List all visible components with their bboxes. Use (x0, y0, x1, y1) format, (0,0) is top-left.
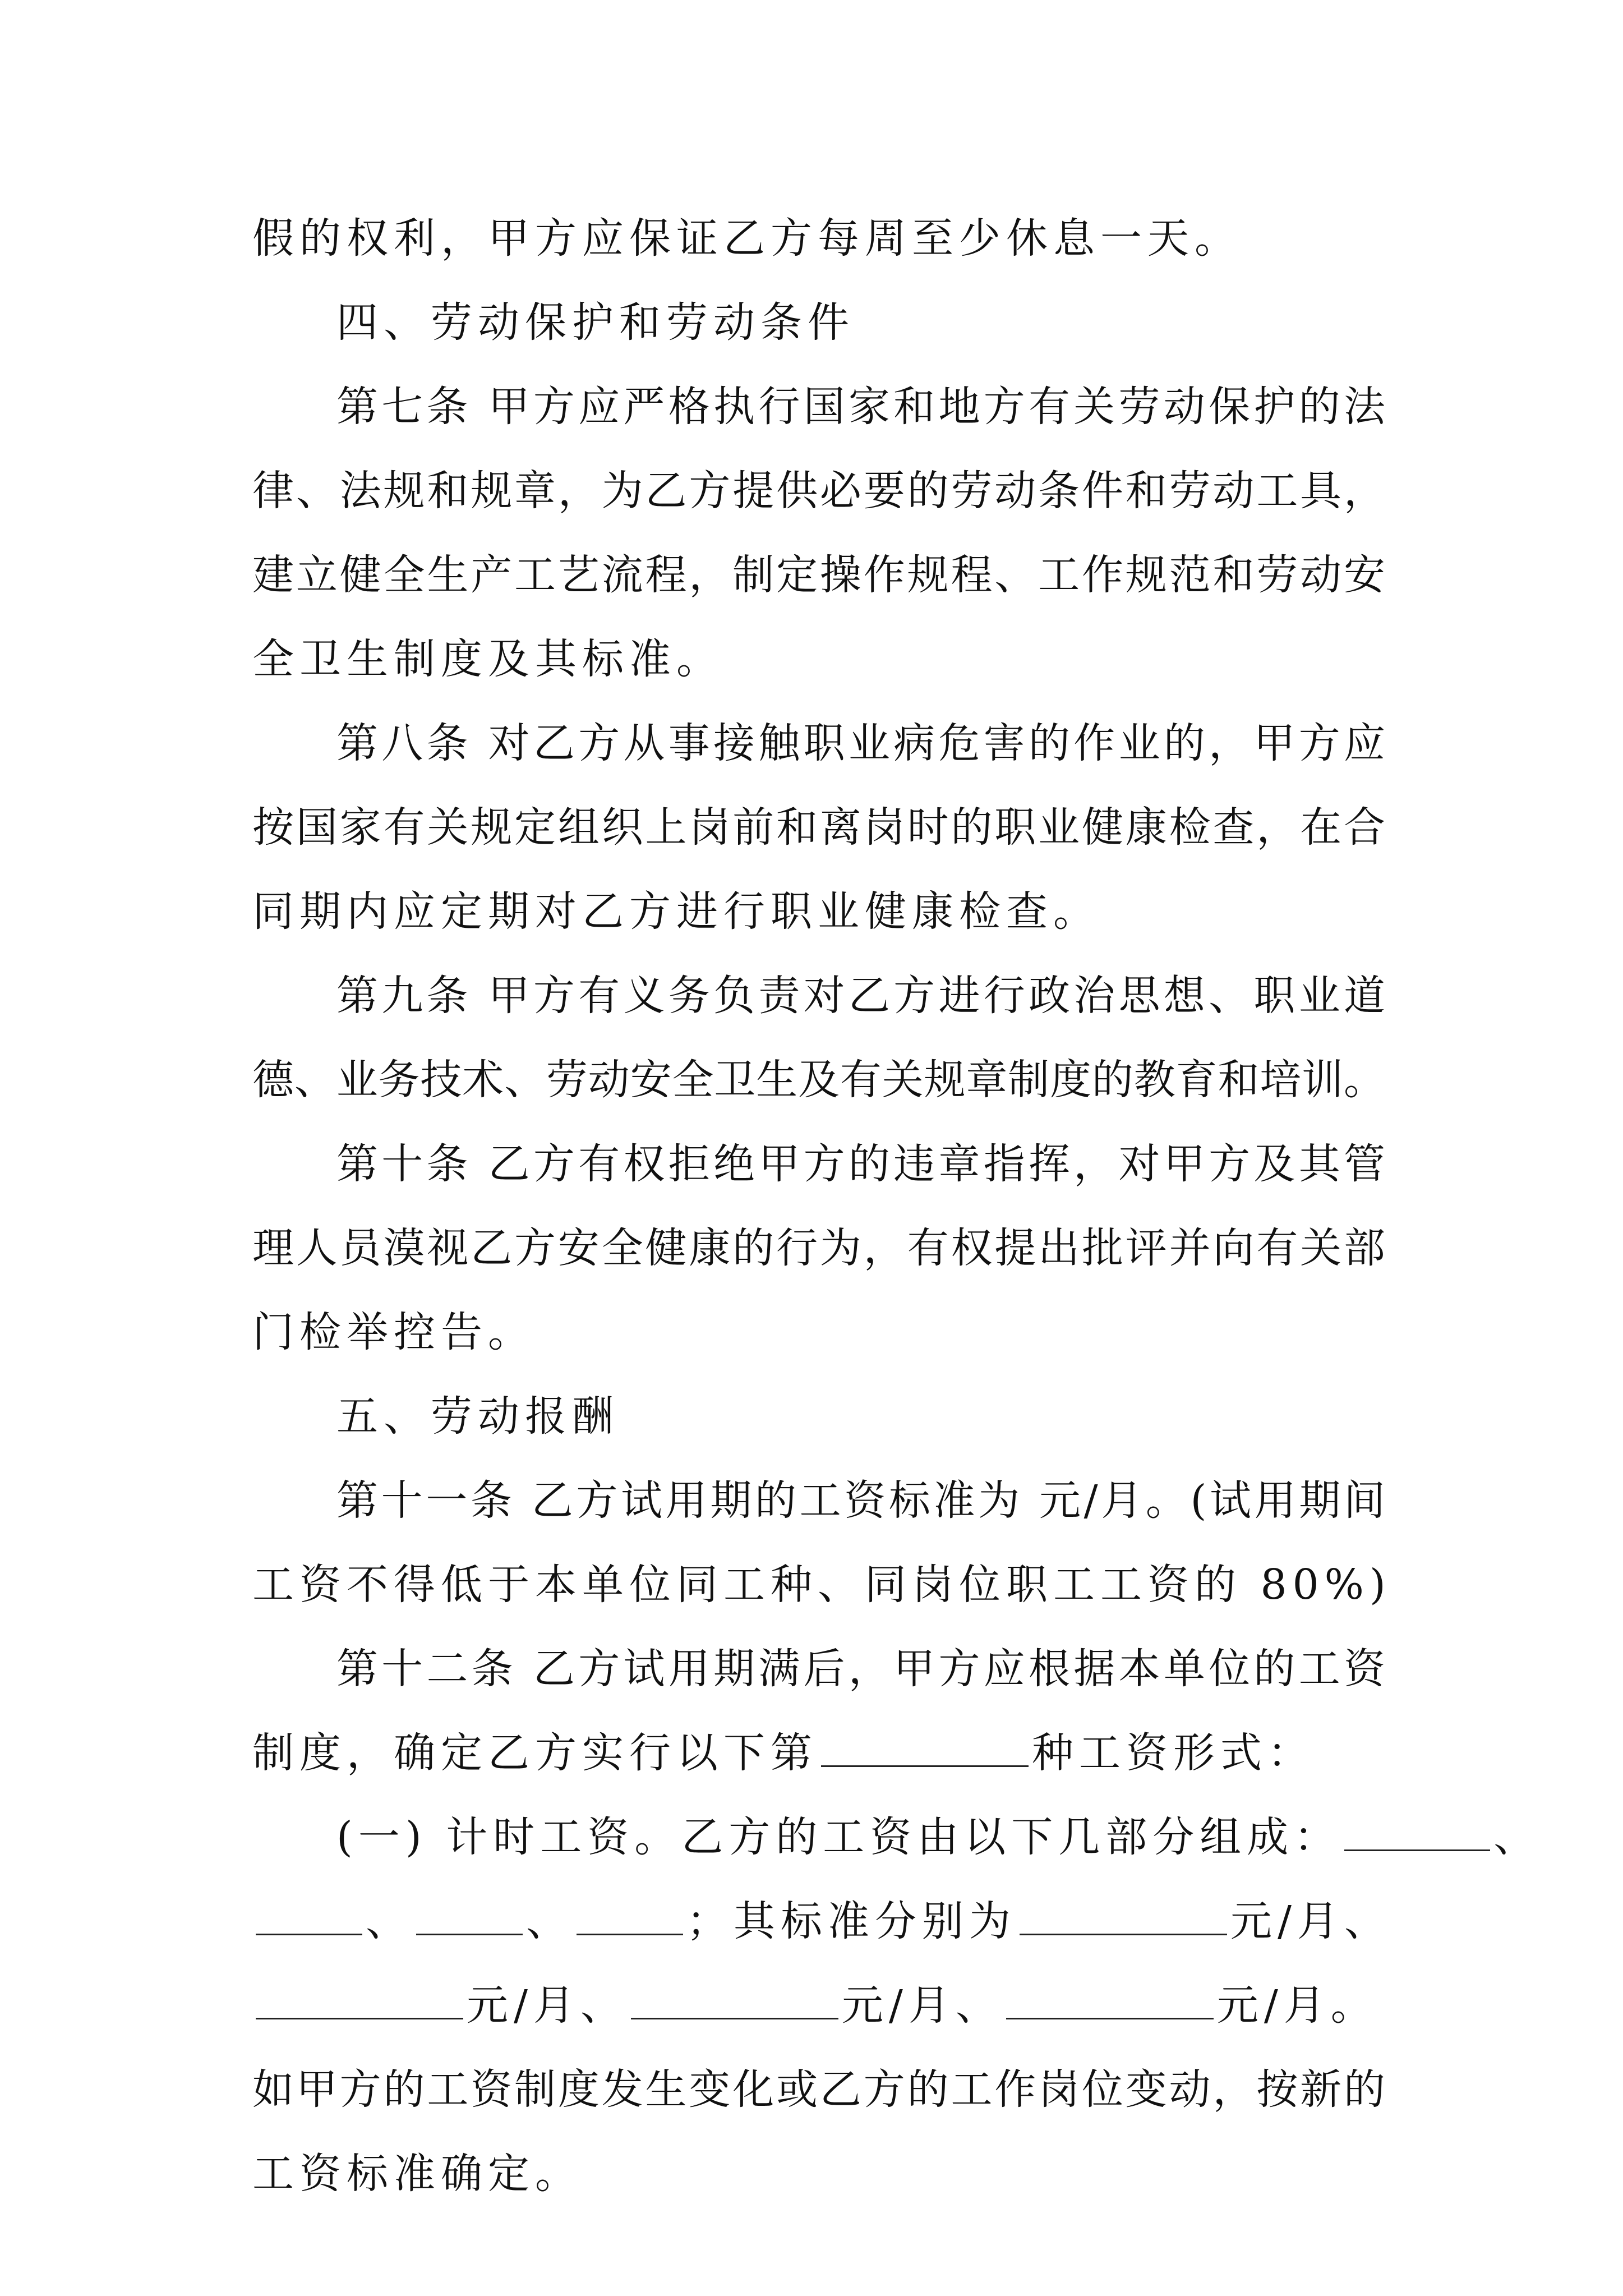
text-line: 工资标准确定。 (252, 2150, 582, 2198)
text-line: 门检举控告。 (252, 1308, 535, 1356)
fill-in-blank[interactable] (1344, 1810, 1490, 1851)
text-line: 德、业务技术、劳动安全卫生及有关规章制度的教育和培训。 (252, 1056, 1385, 1104)
text-line-with-blank (252, 1719, 1385, 1787)
text-fragment: 元/月、 (1230, 1897, 1391, 1945)
text-fragment: 制度，确定乙方实行以下第 (252, 1729, 818, 1777)
text-line: 如甲方的工资制度发生变化或乙方的工作岗位变动，按新的 (252, 2065, 1385, 2114)
text-fragment: 、 (1493, 1813, 1541, 1861)
text-line: 第九条 甲方有义务负责对乙方进行政治思想、职业道 (336, 972, 1385, 1020)
text-line: 建立健全生产工艺流程，制定操作规程、工作规范和劳动安 (252, 551, 1385, 599)
text-line: 第十条 乙方有权拒绝甲方的违章指挥，对甲方及其管 (336, 1140, 1385, 1188)
text-fragment: 种工资形式： (1032, 1729, 1315, 1777)
text-line: 全卫生制度及其标准。 (252, 635, 723, 683)
text-fragment: 、 (526, 1897, 573, 1945)
text-line: 第七条 甲方应严格执行国家和地方有关劳动保护的法 (336, 383, 1385, 431)
text-fragment: 元/月。 (1216, 1981, 1378, 2030)
fill-in-blank[interactable] (631, 1978, 838, 2019)
text-line-with-blank (252, 1972, 1385, 2039)
fill-in-blank[interactable] (577, 1894, 683, 1935)
text-line: 第十二条 乙方试用期满后，甲方应根据本单位的工资 (336, 1645, 1385, 1693)
fill-in-blank[interactable] (1020, 1894, 1227, 1935)
section-heading: 四、劳动保护和劳动条件 (336, 298, 855, 347)
fill-in-blank[interactable] (416, 1894, 523, 1935)
text-line: 理人员漠视乙方安全健康的行为，有权提出批评并向有关部 (252, 1224, 1385, 1272)
text-line: 按国家有关规定组织上岗前和离岗时的职业健康检查，在合 (252, 803, 1385, 852)
text-line: 律、法规和规章，为乙方提供必要的劳动条件和劳动工具， (252, 467, 1385, 515)
text-line: 同期内应定期对乙方进行职业健康检查。 (252, 887, 1100, 936)
text-line: 工资不得低于本单位同工种、同岗位职工工资的 80%) (252, 1561, 1391, 1609)
text-fragment: ；其标准分别为 (686, 1897, 1016, 1945)
text-fragment: 元/月、 (467, 1981, 628, 2030)
text-line: 第十一条 乙方试用期的工资标准为 元/月。(试用期间 (336, 1476, 1385, 1525)
text-fragment: 元/月、 (841, 1981, 1003, 2030)
text-line-with-blank (252, 1888, 1391, 1955)
text-fragment: 、 (366, 1897, 413, 1945)
fill-in-blank[interactable] (256, 1978, 463, 2019)
text-fragment: (一) 计时工资。乙方的工资由以下几部分组成： (336, 1813, 1341, 1861)
fill-in-blank[interactable] (821, 1726, 1029, 1767)
section-heading: 五、劳动报酬 (336, 1392, 619, 1441)
text-line: 第八条 对乙方从事接触职业病危害的作业的，甲方应 (336, 719, 1385, 767)
fill-in-blank[interactable] (256, 1894, 362, 1935)
fill-in-blank[interactable] (1006, 1978, 1214, 2019)
text-line: 假的权利，甲方应保证乙方每周至少休息一天。 (252, 214, 1242, 263)
text-line-with-blank (336, 1803, 1541, 1871)
